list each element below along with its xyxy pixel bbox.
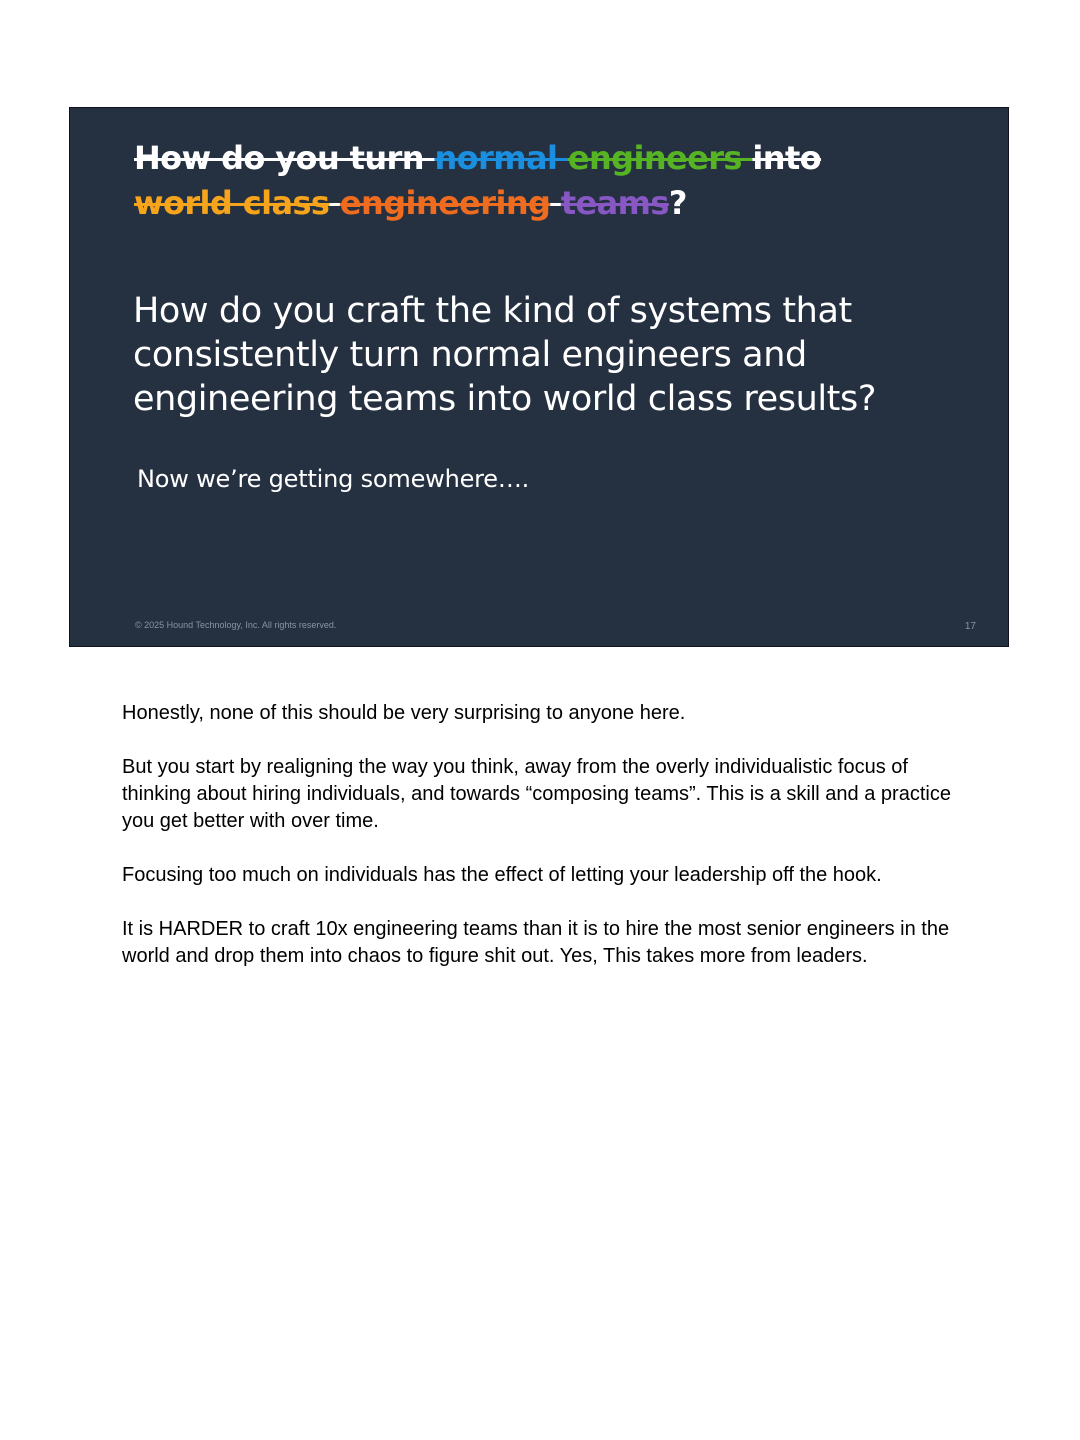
- slide-page-number: 17: [964, 621, 976, 632]
- struck-text-engineering: engineering: [339, 184, 551, 222]
- struck-through-question: [134, 136, 954, 226]
- struck-text-engineers: engineers: [567, 139, 753, 177]
- question-mark: ?: [668, 184, 687, 222]
- notes-paragraph-1: Honestly, none of this should be very surprising to anyone here.: [122, 702, 686, 724]
- struck-text-normal: normal: [434, 139, 568, 177]
- slide-subtitle: Now we’re getting somewhere….: [137, 465, 530, 493]
- slide: [69, 107, 1009, 647]
- struck-text-world-class: world class: [134, 184, 330, 222]
- struck-text-space-1: [329, 184, 340, 222]
- main-question: How do you craft the kind of systems that consistently turn normal engineers and engineering teams into world class results?: [133, 291, 877, 419]
- copyright-footer: © 2025 Hound Technology, Inc. All rights reserved.: [135, 620, 337, 630]
- speaker-notes: [122, 700, 972, 997]
- struck-text-teams: teams: [560, 184, 669, 222]
- struck-text-how: How do you turn: [134, 139, 435, 177]
- notes-paragraph-3: Focusing too much on individuals has the effect of letting your leadership off the hook.: [122, 864, 882, 886]
- struck-text-space-2: [550, 184, 561, 222]
- notes-paragraph-2: But you start by realigning the way you think, away from the overly individualistic focus of thinking about hiring individuals, and towards “composing teams”. This is a skill and a practice you get better with over time.: [122, 756, 951, 832]
- notes-paragraph-4: It is HARDER to craft 10x engineering teams than it is to hire the most senior engineers in the world and drop them into chaos to figure shit out. Yes, This takes more from leaders.: [122, 918, 950, 967]
- struck-text-into: into: [752, 139, 822, 177]
